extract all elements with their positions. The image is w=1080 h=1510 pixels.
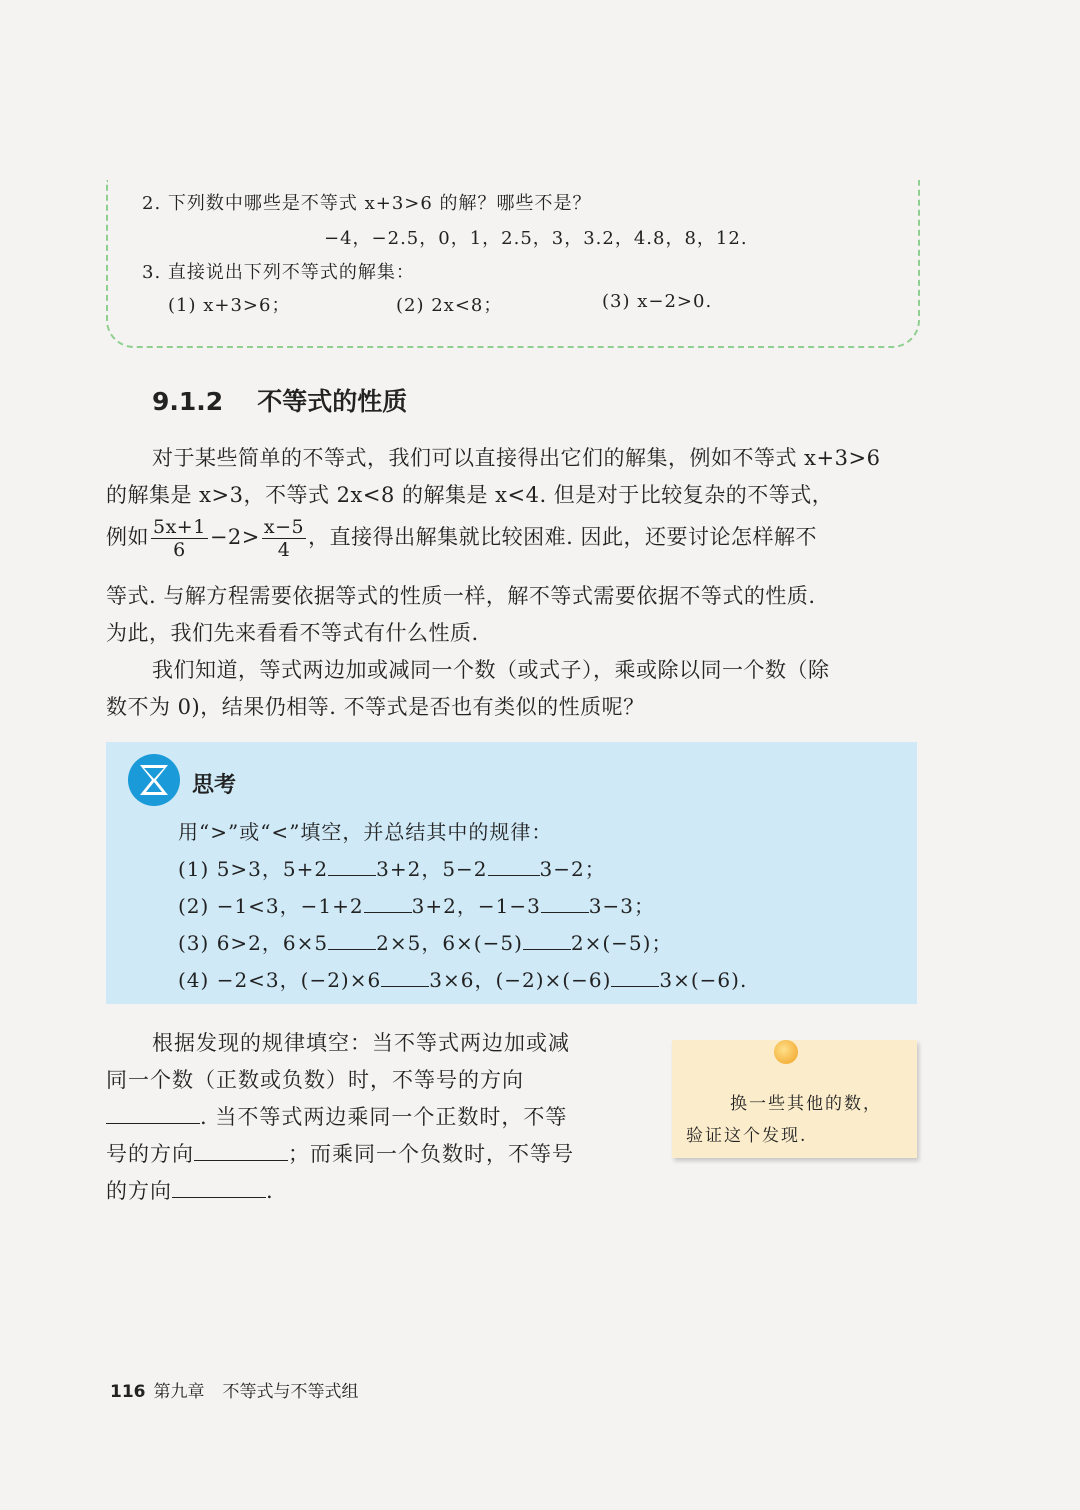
text-fragment: 例如 bbox=[106, 525, 149, 549]
think-title: 思考 bbox=[192, 773, 237, 798]
exercise-q3-item-3: (3) x−2>0. bbox=[602, 291, 713, 312]
fraction-denominator: 4 bbox=[277, 539, 291, 561]
think-text: 3×6，(−2)×(−6) bbox=[429, 968, 612, 992]
think-text: (1) 5>3，5+2 bbox=[178, 857, 329, 881]
answer-blank[interactable] bbox=[541, 894, 589, 913]
exercise-q2-values: −4，−2.5，0，1，2.5，3，3.2，4.8，8，12. bbox=[324, 228, 748, 249]
fill-line: 同一个数（正数或负数）时，不等号的方向 bbox=[106, 1068, 524, 1092]
think-item-1 bbox=[178, 853, 606, 882]
think-text: 3+2，−1−3 bbox=[411, 894, 541, 918]
chapter-title: 不等式与不等式组 bbox=[222, 1382, 359, 1402]
section-heading bbox=[152, 382, 407, 418]
exercise-q2: 2. 下列数中哪些是不等式 x+3>6 的解？哪些不是？ bbox=[142, 193, 592, 214]
answer-blank[interactable] bbox=[611, 968, 659, 987]
note-line-2: 验证这个发现. bbox=[686, 1126, 808, 1146]
fill-line: 根据发现的规律填空：当不等式两边加或减 bbox=[152, 1031, 570, 1055]
fraction-denominator: 6 bbox=[173, 539, 186, 561]
fill-text: 号的方向 bbox=[106, 1142, 194, 1166]
fill-line bbox=[106, 1138, 574, 1168]
think-item-4 bbox=[178, 964, 747, 993]
answer-blank[interactable] bbox=[328, 857, 376, 876]
fill-text: . bbox=[266, 1179, 274, 1203]
fraction-1 bbox=[151, 516, 208, 561]
think-intro: 用“>”或“<”填空，并总结其中的规律： bbox=[178, 820, 553, 844]
fill-text: 的方向 bbox=[106, 1179, 172, 1203]
exercise-q3: 3. 直接说出下列不等式的解集： bbox=[142, 262, 415, 283]
think-text: 3+2，5−2 bbox=[376, 857, 488, 881]
paragraph-line: 的解集是 x>3，不等式 2x<8 的解集是 x<4. 但是对于比较复杂的不等式， bbox=[106, 483, 834, 507]
answer-blank[interactable] bbox=[364, 894, 412, 913]
fill-line bbox=[106, 1101, 567, 1131]
fill-text: ；而乘同一个负数时，不等号 bbox=[288, 1142, 574, 1166]
answer-blank[interactable] bbox=[488, 857, 540, 876]
text-fragment: ，直接得出解集就比较困难. 因此，还要讨论怎样解不 bbox=[308, 525, 817, 549]
think-text: (4) −2<3，(−2)×6 bbox=[178, 968, 382, 992]
think-text: (3) 6>2，6×5 bbox=[178, 931, 329, 955]
answer-blank[interactable] bbox=[106, 1105, 200, 1124]
think-text: 3−3； bbox=[588, 894, 656, 918]
answer-blank[interactable] bbox=[381, 968, 429, 987]
exercise-q3-item-1: (1) x+3>6； bbox=[168, 295, 291, 316]
paragraph-line: 对于某些简单的不等式，我们可以直接得出它们的解集，例如不等式 x+3>6 bbox=[152, 446, 881, 470]
think-text: 2×(−5)； bbox=[570, 931, 673, 955]
fraction-numerator: 5x+1 bbox=[153, 516, 206, 538]
answer-blank[interactable] bbox=[194, 1142, 288, 1161]
page-number: 116 bbox=[110, 1382, 146, 1402]
pushpin-icon bbox=[774, 1040, 798, 1064]
answer-blank[interactable] bbox=[172, 1179, 266, 1198]
hourglass-icon bbox=[128, 754, 180, 806]
paragraph-line: 我们知道，等式两边加或减同一个数（或式子），乘或除以同一个数（除 bbox=[152, 658, 830, 682]
chapter-label: 第九章 bbox=[153, 1382, 205, 1402]
answer-blank[interactable] bbox=[523, 931, 571, 950]
fill-line bbox=[106, 1175, 274, 1205]
section-title: 不等式的性质 bbox=[257, 387, 408, 416]
answer-blank[interactable] bbox=[328, 931, 376, 950]
paragraph-line: 为此，我们先来看看不等式有什么性质. bbox=[106, 621, 479, 645]
paragraph-line-with-fractions bbox=[106, 516, 920, 561]
think-text: 2×5，6×(−5) bbox=[376, 931, 523, 955]
page-footer bbox=[110, 1377, 359, 1402]
paragraph-line: 数不为 0)，结果仍相等. 不等式是否也有类似的性质呢？ bbox=[106, 695, 645, 719]
think-text: (2) −1<3，−1+2 bbox=[178, 894, 364, 918]
fraction-2 bbox=[262, 516, 306, 561]
exercise-q3-item-2: (2) 2x<8； bbox=[396, 295, 503, 316]
think-text: 3−2； bbox=[539, 857, 606, 881]
text-fragment: −2> bbox=[209, 525, 260, 549]
fill-text: . 当不等式两边乘同一个正数时，不等 bbox=[200, 1105, 568, 1129]
think-item-3 bbox=[178, 927, 672, 956]
note-line-1: 换一些其他的数， bbox=[730, 1094, 882, 1114]
fraction-numerator: x−5 bbox=[263, 516, 305, 538]
paragraph-line: 等式. 与解方程需要依据等式的性质一样，解不等式需要依据不等式的性质. bbox=[106, 584, 816, 608]
think-item-2 bbox=[178, 890, 655, 919]
think-text: 3×(−6). bbox=[659, 968, 748, 992]
section-number: 9.1.2 bbox=[152, 387, 224, 416]
